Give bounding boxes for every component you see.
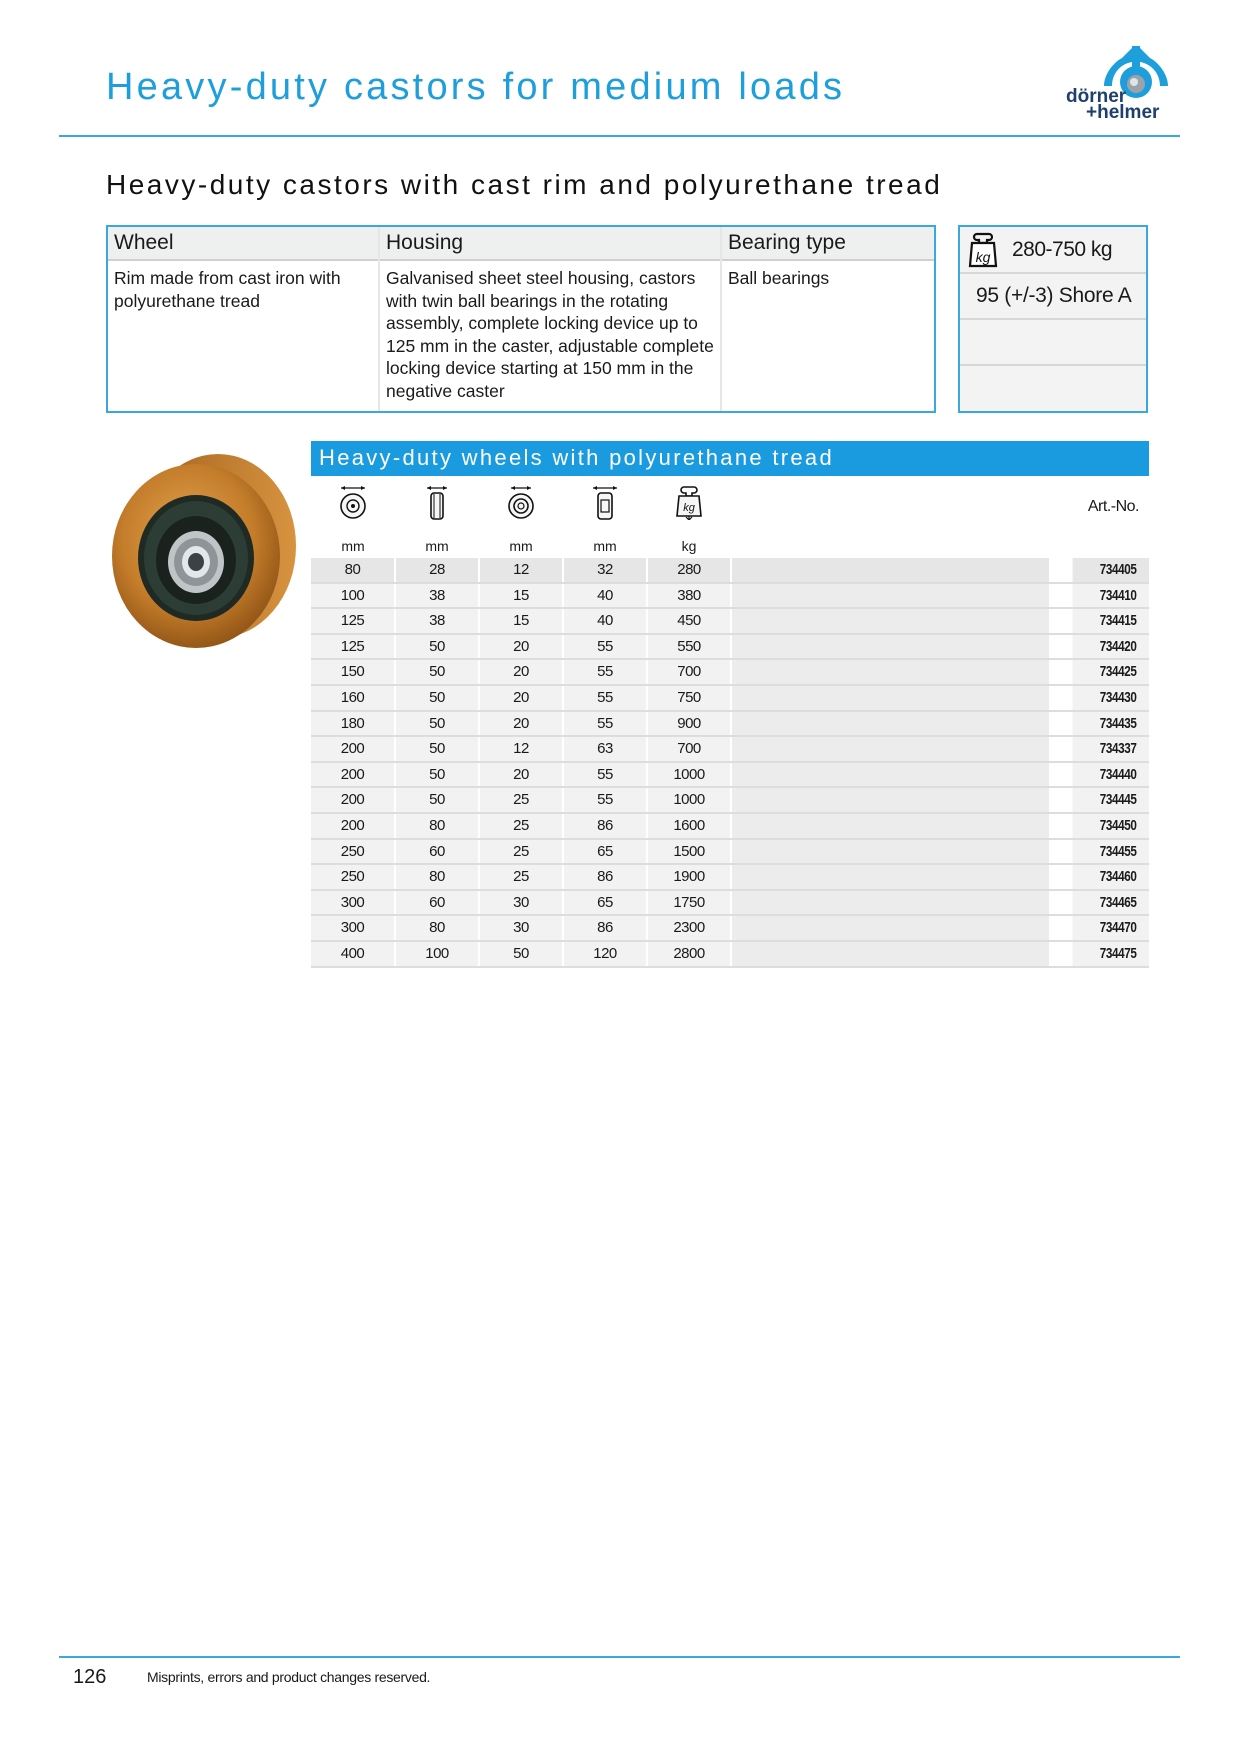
spec-header-wheel: Wheel bbox=[108, 227, 378, 261]
info-box bbox=[958, 225, 1148, 413]
bore-diameter-cell: 30 bbox=[480, 891, 562, 915]
kg-weight-icon bbox=[968, 232, 998, 268]
unit-label: mm bbox=[341, 538, 365, 554]
spec-column-wheel bbox=[108, 227, 378, 411]
load-range: 280-750 kg bbox=[1012, 238, 1113, 261]
article-number-cell: 734430 bbox=[1073, 686, 1149, 710]
bore-diameter-cell: 25 bbox=[480, 788, 562, 812]
table-row bbox=[311, 712, 1149, 738]
article-number-cell: 734440 bbox=[1073, 763, 1149, 787]
spec-body-housing: Galvanised sheet steel housing, castors with twin ball bearings in the rotating assembly, complete locking device up to 125 mm in the caster, adjustable complete locking device starting at 150 mm in the negative caster bbox=[380, 261, 722, 411]
table-row bbox=[311, 686, 1149, 712]
row-spacer bbox=[732, 584, 1049, 608]
load-capacity-icon bbox=[674, 486, 704, 520]
wheel-width-cell: 80 bbox=[396, 865, 478, 889]
spec-header-bearing: Bearing type bbox=[722, 227, 934, 261]
hub-length-cell: 55 bbox=[564, 763, 646, 787]
table-banner: Heavy-duty wheels with polyurethane tread bbox=[311, 441, 1149, 476]
table-row bbox=[311, 609, 1149, 635]
article-number-cell: 734450 bbox=[1073, 814, 1149, 838]
spec-column-housing bbox=[378, 227, 722, 411]
article-number-cell: 734445 bbox=[1073, 788, 1149, 812]
bore-diameter-cell: 30 bbox=[480, 916, 562, 940]
load-capacity-cell: 1900 bbox=[648, 865, 730, 889]
wheel-width-cell: 80 bbox=[396, 814, 478, 838]
hub-length-cell: 65 bbox=[564, 891, 646, 915]
icon-header-row bbox=[311, 476, 1149, 532]
hub-length-icon bbox=[590, 486, 620, 520]
article-number-cell: 734425 bbox=[1073, 660, 1149, 684]
logo-text-dorner: dörner bbox=[1066, 86, 1127, 107]
table-row bbox=[311, 584, 1149, 610]
hub-length-cell: 86 bbox=[564, 865, 646, 889]
row-spacer bbox=[732, 916, 1049, 940]
wheel-width-cell: 38 bbox=[396, 609, 478, 633]
row-spacer bbox=[732, 558, 1049, 582]
row-spacer bbox=[732, 660, 1049, 684]
load-capacity-cell: 1600 bbox=[648, 814, 730, 838]
wheel-diameter-cell: 125 bbox=[311, 609, 394, 633]
info-row-empty bbox=[960, 320, 1146, 366]
article-number-cell: 734460 bbox=[1073, 865, 1149, 889]
unit-row bbox=[311, 532, 1149, 558]
bore-diameter-cell: 12 bbox=[480, 558, 562, 582]
bore-diameter-cell: 25 bbox=[480, 814, 562, 838]
section-title: Heavy-duty castors with cast rim and polyurethane tread bbox=[106, 169, 943, 200]
wheel-width-cell: 50 bbox=[396, 686, 478, 710]
wheel-diameter-cell: 200 bbox=[311, 788, 394, 812]
wheel-diameter-cell: 200 bbox=[311, 814, 394, 838]
load-capacity-cell: 1750 bbox=[648, 891, 730, 915]
wheel-width-cell: 50 bbox=[396, 712, 478, 736]
row-spacer bbox=[732, 737, 1049, 761]
table-body bbox=[311, 558, 1149, 968]
page-number: 126 bbox=[73, 1666, 107, 1688]
info-row-load bbox=[960, 227, 1146, 274]
wheel-width-cell: 80 bbox=[396, 916, 478, 940]
wheel-width-cell: 60 bbox=[396, 840, 478, 864]
wheel-width-cell: 38 bbox=[396, 584, 478, 608]
row-spacer bbox=[732, 763, 1049, 787]
table-row bbox=[311, 891, 1149, 917]
hub-length-cell: 86 bbox=[564, 814, 646, 838]
table-row bbox=[311, 660, 1149, 686]
load-capacity-cell: 900 bbox=[648, 712, 730, 736]
wheel-width-cell: 50 bbox=[396, 660, 478, 684]
info-row-hardness bbox=[960, 274, 1146, 320]
bore-diameter-cell: 15 bbox=[480, 584, 562, 608]
hub-length-cell: 86 bbox=[564, 916, 646, 940]
article-number-cell: 734410 bbox=[1073, 584, 1149, 608]
wheel-width-cell: 50 bbox=[396, 737, 478, 761]
wheel-width-cell: 50 bbox=[396, 788, 478, 812]
article-number-cell: 734337 bbox=[1073, 737, 1149, 761]
wheel-diameter-cell: 160 bbox=[311, 686, 394, 710]
footer-note: Misprints, errors and product changes reserved. bbox=[147, 1669, 431, 1685]
table-row bbox=[311, 635, 1149, 661]
article-number-cell: 734435 bbox=[1073, 712, 1149, 736]
product-table bbox=[311, 476, 1149, 968]
wheel-width-icon bbox=[422, 486, 452, 520]
table-row bbox=[311, 788, 1149, 814]
article-number-cell: 734465 bbox=[1073, 891, 1149, 915]
wheel-diameter-cell: 200 bbox=[311, 763, 394, 787]
load-capacity-cell: 1000 bbox=[648, 788, 730, 812]
load-capacity-cell: 2800 bbox=[648, 942, 730, 966]
wheel-width-cell: 50 bbox=[396, 763, 478, 787]
wheel-product-image bbox=[100, 448, 300, 654]
row-spacer bbox=[732, 814, 1049, 838]
load-capacity-cell: 1000 bbox=[648, 763, 730, 787]
unit-label: mm bbox=[425, 538, 449, 554]
unit-label: mm bbox=[593, 538, 617, 554]
header-divider bbox=[59, 135, 1180, 137]
table-row bbox=[311, 865, 1149, 891]
wheel-diameter-cell: 300 bbox=[311, 891, 394, 915]
bore-diameter-cell: 20 bbox=[480, 712, 562, 736]
table-row bbox=[311, 763, 1149, 789]
bore-diameter-icon bbox=[506, 486, 536, 520]
bore-diameter-cell: 15 bbox=[480, 609, 562, 633]
load-capacity-cell: 700 bbox=[648, 737, 730, 761]
wheel-diameter-cell: 125 bbox=[311, 635, 394, 659]
wheel-width-cell: 60 bbox=[396, 891, 478, 915]
load-capacity-cell: 1500 bbox=[648, 840, 730, 864]
row-spacer bbox=[732, 840, 1049, 864]
wheel-diameter-cell: 250 bbox=[311, 840, 394, 864]
hub-length-cell: 55 bbox=[564, 686, 646, 710]
table-row bbox=[311, 558, 1149, 584]
hub-length-cell: 120 bbox=[564, 942, 646, 966]
info-row-empty bbox=[960, 366, 1146, 411]
load-capacity-cell: 450 bbox=[648, 609, 730, 633]
wheel-diameter-cell: 250 bbox=[311, 865, 394, 889]
spec-body-bearing: Ball bearings bbox=[722, 261, 934, 411]
bore-diameter-cell: 50 bbox=[480, 942, 562, 966]
hub-length-cell: 40 bbox=[564, 609, 646, 633]
svg-text:kg: kg bbox=[683, 502, 695, 514]
table-row bbox=[311, 814, 1149, 840]
article-number-cell: 734455 bbox=[1073, 840, 1149, 864]
wheel-width-cell: 50 bbox=[396, 635, 478, 659]
hub-length-cell: 55 bbox=[564, 635, 646, 659]
wheel-diameter-cell: 400 bbox=[311, 942, 394, 966]
wheel-diameter-cell: 300 bbox=[311, 916, 394, 940]
bore-diameter-cell: 20 bbox=[480, 686, 562, 710]
hub-length-cell: 40 bbox=[564, 584, 646, 608]
spec-body-wheel: Rim made from cast iron with polyurethane tread bbox=[108, 261, 378, 411]
article-number-cell: 734470 bbox=[1073, 916, 1149, 940]
svg-text:kg: kg bbox=[975, 249, 991, 265]
load-capacity-cell: 380 bbox=[648, 584, 730, 608]
hub-length-cell: 32 bbox=[564, 558, 646, 582]
row-spacer bbox=[732, 865, 1049, 889]
table-row bbox=[311, 916, 1149, 942]
row-spacer bbox=[732, 942, 1049, 966]
row-spacer bbox=[732, 686, 1049, 710]
load-capacity-cell: 750 bbox=[648, 686, 730, 710]
row-spacer bbox=[732, 635, 1049, 659]
dorner-helmer-logo bbox=[1060, 44, 1180, 124]
hub-length-cell: 55 bbox=[564, 788, 646, 812]
table-row bbox=[311, 840, 1149, 866]
bore-diameter-cell: 20 bbox=[480, 635, 562, 659]
bore-diameter-cell: 25 bbox=[480, 865, 562, 889]
artno-label: Art.-No. bbox=[1087, 498, 1139, 515]
article-number-cell: 734475 bbox=[1073, 942, 1149, 966]
wheel-diameter-cell: 80 bbox=[311, 558, 394, 582]
bore-diameter-cell: 12 bbox=[480, 737, 562, 761]
load-capacity-cell: 550 bbox=[648, 635, 730, 659]
spec-column-bearing bbox=[720, 227, 934, 411]
wheel-diameter-icon bbox=[338, 486, 368, 520]
row-spacer bbox=[732, 891, 1049, 915]
hub-length-cell: 55 bbox=[564, 660, 646, 684]
load-capacity-cell: 280 bbox=[648, 558, 730, 582]
hub-length-cell: 65 bbox=[564, 840, 646, 864]
article-number-cell: 734405 bbox=[1073, 558, 1149, 582]
row-spacer bbox=[732, 712, 1049, 736]
row-spacer bbox=[732, 788, 1049, 812]
wheel-diameter-cell: 100 bbox=[311, 584, 394, 608]
table-row bbox=[311, 737, 1149, 763]
wheel-diameter-cell: 200 bbox=[311, 737, 394, 761]
wheel-width-cell: 28 bbox=[396, 558, 478, 582]
wheel-width-cell: 100 bbox=[396, 942, 478, 966]
load-capacity-cell: 700 bbox=[648, 660, 730, 684]
unit-label: mm bbox=[509, 538, 533, 554]
page-title: Heavy-duty castors for medium loads bbox=[106, 66, 846, 108]
spec-table bbox=[106, 225, 936, 413]
hub-length-cell: 55 bbox=[564, 712, 646, 736]
load-capacity-cell: 2300 bbox=[648, 916, 730, 940]
bore-diameter-cell: 20 bbox=[480, 763, 562, 787]
wheel-diameter-cell: 180 bbox=[311, 712, 394, 736]
hub-length-cell: 63 bbox=[564, 737, 646, 761]
unit-label: kg bbox=[681, 538, 697, 554]
row-spacer bbox=[732, 609, 1049, 633]
table-row bbox=[311, 942, 1149, 968]
wheel-diameter-cell: 150 bbox=[311, 660, 394, 684]
article-number-cell: 734415 bbox=[1073, 609, 1149, 633]
article-number-cell: 734420 bbox=[1073, 635, 1149, 659]
spec-header-housing: Housing bbox=[380, 227, 722, 261]
bore-diameter-cell: 25 bbox=[480, 840, 562, 864]
logo-text-helmer: +helmer bbox=[1086, 102, 1160, 123]
tread-hardness: 95 (+/-3) Shore A bbox=[976, 284, 1132, 307]
footer-divider bbox=[59, 1656, 1180, 1658]
bore-diameter-cell: 20 bbox=[480, 660, 562, 684]
